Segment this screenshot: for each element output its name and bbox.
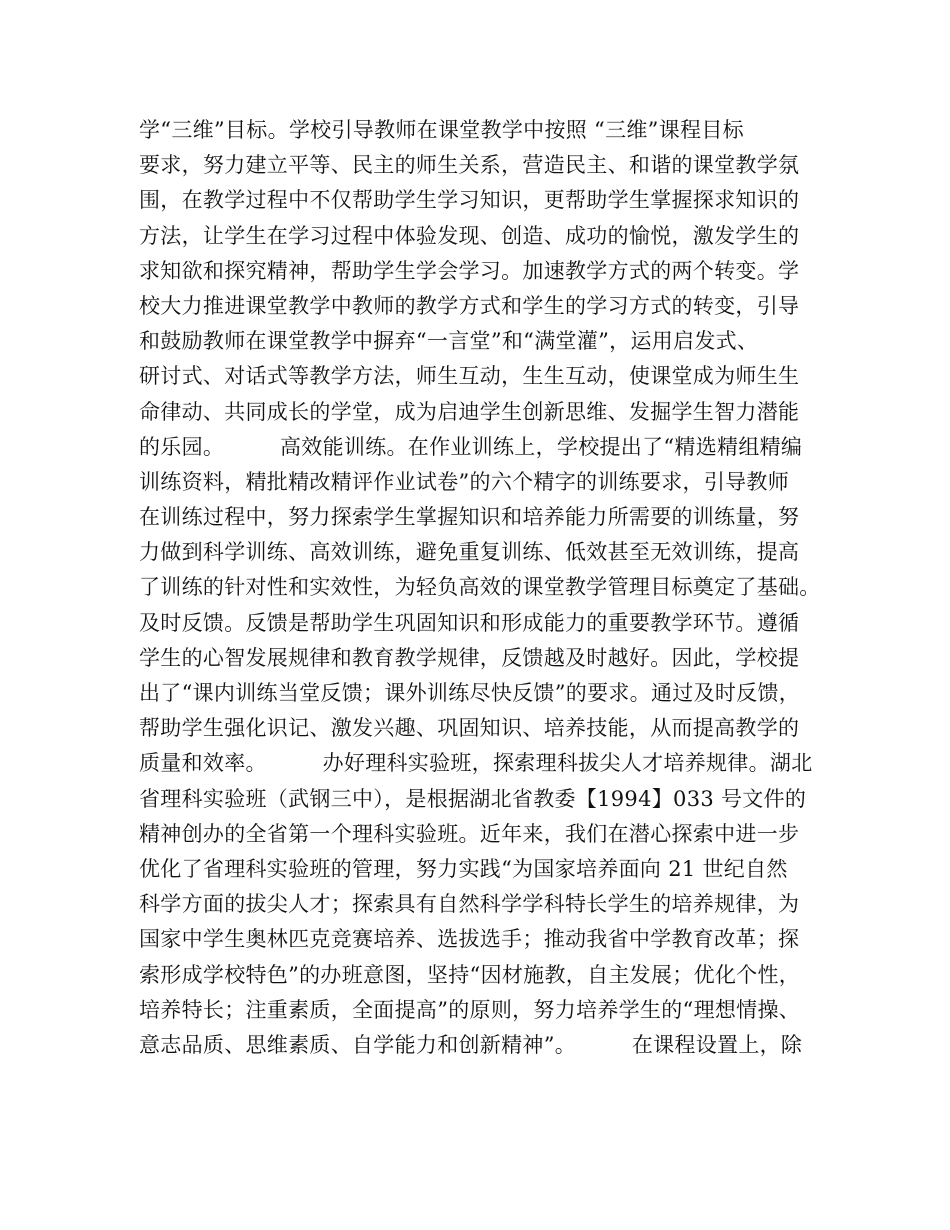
text-line: 校大力推进课堂教学中教师的教学方式和学生的学习方式的转变，引导 [139,293,800,318]
text-line: 训练资料，精批精改精评作业试卷”的六个精字的训练要求，引导教师 [139,469,790,494]
text-line: 出了“课内训练当堂反馈；课外训练尽快反馈”的要求。通过及时反馈， [139,681,801,705]
text-line: 力做到科学训练、高效训练，避免重复训练、低效甚至无效训练，提高 [139,540,800,565]
text-line: 意志品质、思维素质、自学能力和创新精神”。 在课程设置上，除 [139,1032,803,1057]
text-line: 学生的心智发展规律和教育教学规律，反馈越及时越好。因此，学校提 [139,645,800,670]
text-line: 国家中学生奥林匹克竞赛培养、选拔选手；推动我省中学教育改革；探 [139,927,800,952]
body-text [139,113,839,1063]
text-line: 研讨式、对话式等教学方法，师生互动，生生互动，使课堂成为师生生 [139,364,800,389]
text-line: 质量和效率。 办好理科实验班，探索理科拔尖人才培养规律。湖北 [139,751,813,776]
text-line: 的乐园。 高效能训练。在作业训练上，学校提出了“精选精组精编 [139,434,803,459]
text-line: 优化了省理科实验班的管理，努力实践“为国家培养面向 21 世纪自然 [139,856,788,881]
text-line: 省理科实验班（武钢三中），是根据湖北省教委【1994】033 号文件的 [139,786,807,811]
text-line: 命律动、共同成长的学堂，成为启迪学生创新思维、发掘学生智力潜能 [139,399,800,424]
text-line: 方法，让学生在学习过程中体验发现、创造、成功的愉悦，激发学生的 [139,223,800,248]
text-line: 了训练的针对性和实效性，为轻负高效的课堂教学管理目标奠定了基础。 [139,575,821,600]
text-line: 科学方面的拔尖人才；探索具有自然科学学科特长学生的培养规律，为 [139,892,800,917]
text-line: 帮助学生强化识记、激发兴趣、巩固知识、培养技能，从而提高教学的 [139,716,800,741]
text-line: 求知欲和探究精神，帮助学生学会学习。加速教学方式的两个转变。学 [139,258,800,283]
text-line: 和鼓励教师在课堂教学中摒弃“一言堂”和“满堂灌”，运用启发式、 [139,329,759,354]
text-line: 学“三维”目标。学校引导教师在课堂教学中按照 “三维”课程目标 [139,118,744,142]
text-line: 及时反馈。反馈是帮助学生巩固知识和形成能力的重要教学环节。遵循 [139,610,800,635]
text-line: 要求，努力建立平等、民主的师生关系，营造民主、和谐的课堂教学氛 [139,153,800,178]
text-line: 索形成学校特色”的办班意图，坚持“因材施教，自主发展；优化个性， [139,962,801,987]
text-line: 精神创办的全省第一个理科实验班。近年来，我们在潜心探索中进一步 [139,821,800,846]
text-line: 培养特长；注重素质，全面提高”的原则，努力培养学生的“理想情操、 [139,997,801,1022]
text-line: 围，在教学过程中不仅帮助学生学习知识，更帮助学生掌握探求知识的 [139,188,800,213]
text-line: 在训练过程中，努力探索学生掌握知识和培养能力所需要的训练量，努 [139,505,800,530]
